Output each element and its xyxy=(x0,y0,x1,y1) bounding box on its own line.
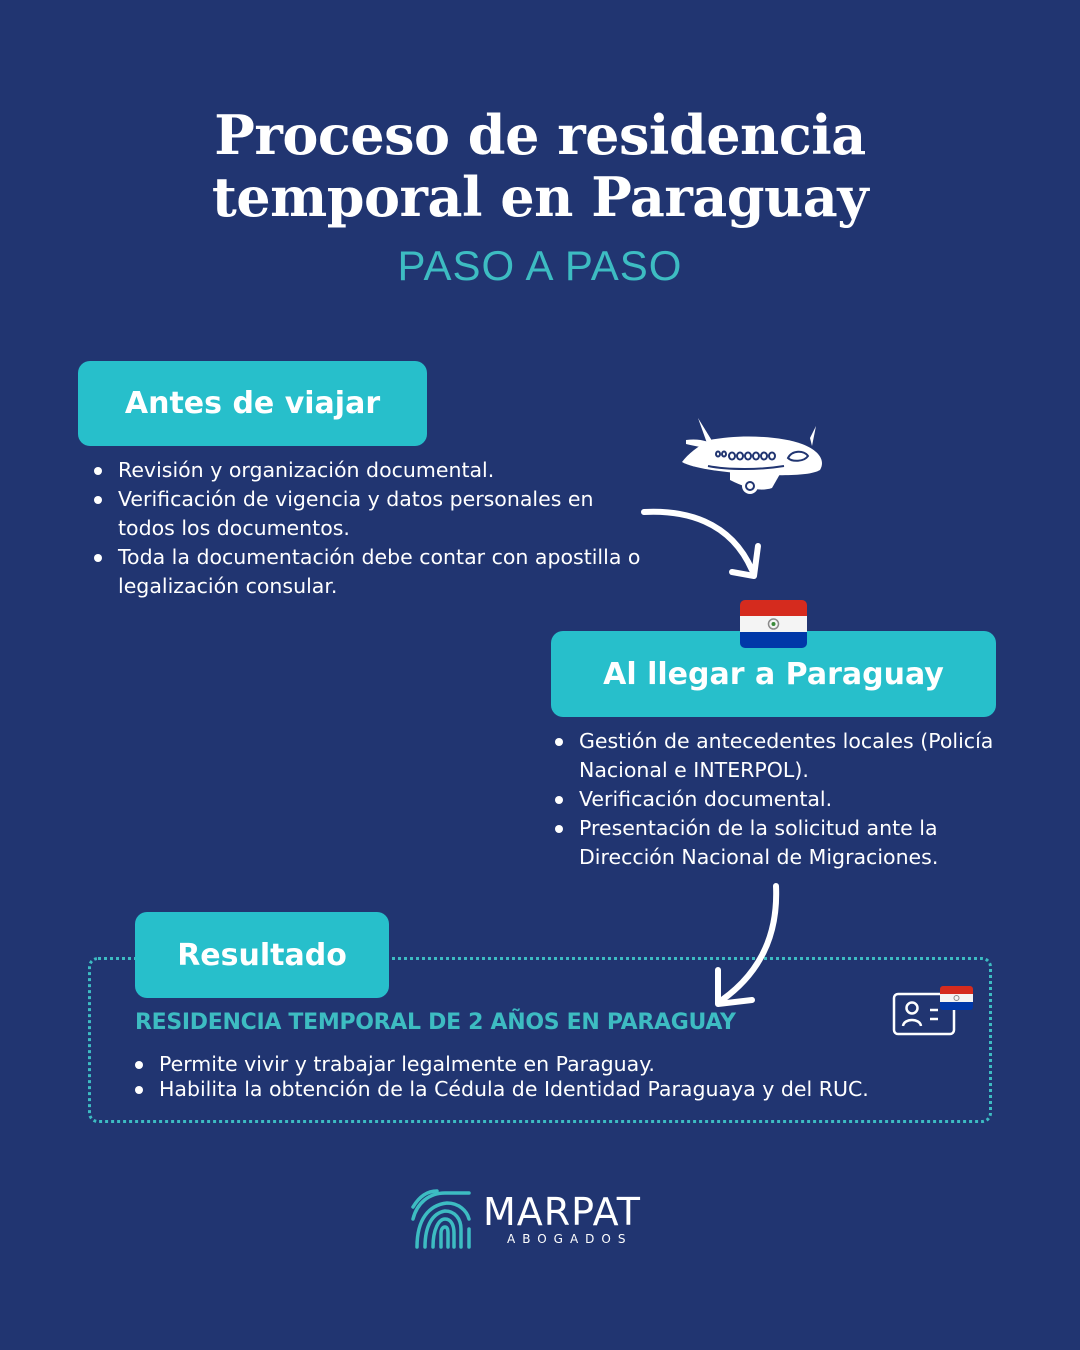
step-label-resultado: Resultado xyxy=(135,912,389,998)
page-subtitle: PASO A PASO xyxy=(397,242,683,289)
result-heading: RESIDENCIA TEMPORAL DE 2 AÑOS EN PARAGUAY xyxy=(135,1010,736,1035)
step-2-list xyxy=(553,727,1013,872)
page-title xyxy=(0,104,1080,228)
list-item: Permite vivir y trabajar legalmente en Paraguay. xyxy=(133,1052,983,1077)
id-card-icon xyxy=(892,986,976,1038)
step-3-list xyxy=(133,1052,983,1102)
airplane-icon xyxy=(680,414,826,500)
brand-name: MARPAT xyxy=(483,1190,641,1234)
paraguay-flag-icon xyxy=(940,986,973,1010)
list-item: Verificación de vigencia y datos personales en todos los documentos. xyxy=(92,485,652,543)
step-1-list xyxy=(92,456,652,601)
title-line-2: temporal en Paraguay xyxy=(211,165,869,229)
list-item: Revisión y organización documental. xyxy=(92,456,652,485)
title-line-1: Proceso de residencia xyxy=(214,103,866,167)
paraguay-flag-icon xyxy=(740,600,807,648)
list-item: Verificación documental. xyxy=(553,785,1013,814)
brand-tagline: ABOGADOS xyxy=(507,1232,633,1246)
list-item: Presentación de la solicitud ante la Dirección Nacional de Migraciones. xyxy=(553,814,1013,872)
step-label-al-llegar: Al llegar a Paraguay xyxy=(551,631,996,717)
curved-arrow-icon xyxy=(640,500,770,590)
step-label-antes-de-viajar: Antes de viajar xyxy=(78,361,427,446)
curved-arrow-icon xyxy=(708,880,788,1010)
list-item: Habilita la obtención de la Cédula de Identidad Paraguaya y del RUC. xyxy=(133,1077,983,1102)
fingerprint-logo-icon xyxy=(411,1189,471,1249)
list-item: Toda la documentación debe contar con apostilla o legalización consular. xyxy=(92,543,652,601)
list-item: Gestión de antecedentes locales (Policía Nacional e INTERPOL). xyxy=(553,727,1013,785)
